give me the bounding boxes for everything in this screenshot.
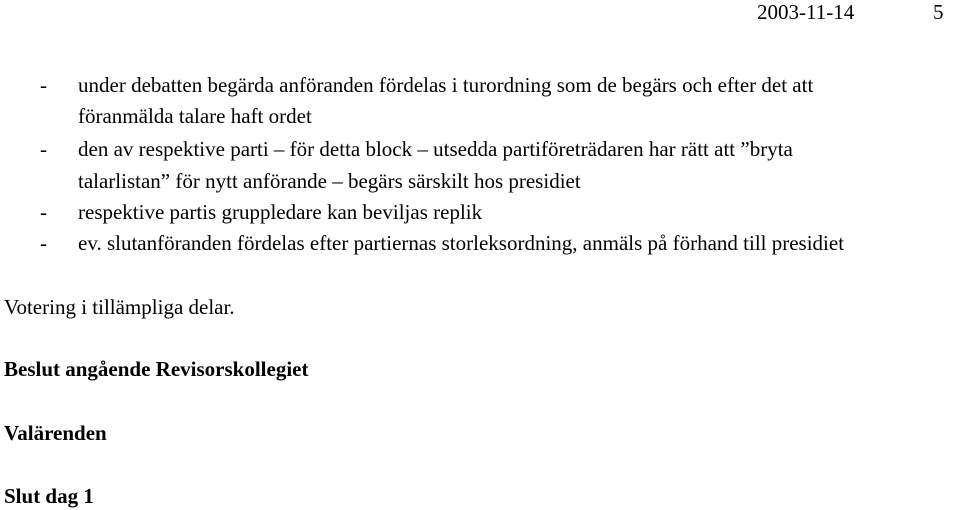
- list-item-dash: -: [40, 73, 47, 97]
- paragraph: Votering i tillämpliga delar.: [4, 295, 235, 319]
- list-item-dash: -: [40, 231, 47, 255]
- list-item-text: respektive partis gruppledare kan beviljas replik: [78, 200, 483, 224]
- list-item-text: den av respektive parti – för detta block – utsedda partiföreträdaren har rätt att ”bryta: [78, 137, 793, 161]
- list-item-text: föranmälda talare haft ordet: [78, 104, 312, 128]
- page-number: 5: [933, 0, 944, 24]
- list-item-dash: -: [40, 200, 47, 224]
- section-heading: Valärenden: [4, 421, 107, 445]
- list-item-text: ev. slutanföranden fördelas efter partiernas storleksordning, anmäls på förhand till presidiet: [78, 231, 845, 255]
- list-item-text: talarlistan” för nytt anförande – begärs särskilt hos presidiet: [78, 169, 581, 193]
- section-heading: Slut dag 1: [4, 484, 94, 508]
- list-item-dash: -: [40, 137, 47, 161]
- list-item-text: under debatten begärda anföranden fördelas i turordning som de begärs och efter det att: [78, 73, 814, 97]
- page-date: 2003-11-14: [757, 0, 855, 24]
- section-heading: Beslut angående Revisorskollegiet: [4, 357, 309, 381]
